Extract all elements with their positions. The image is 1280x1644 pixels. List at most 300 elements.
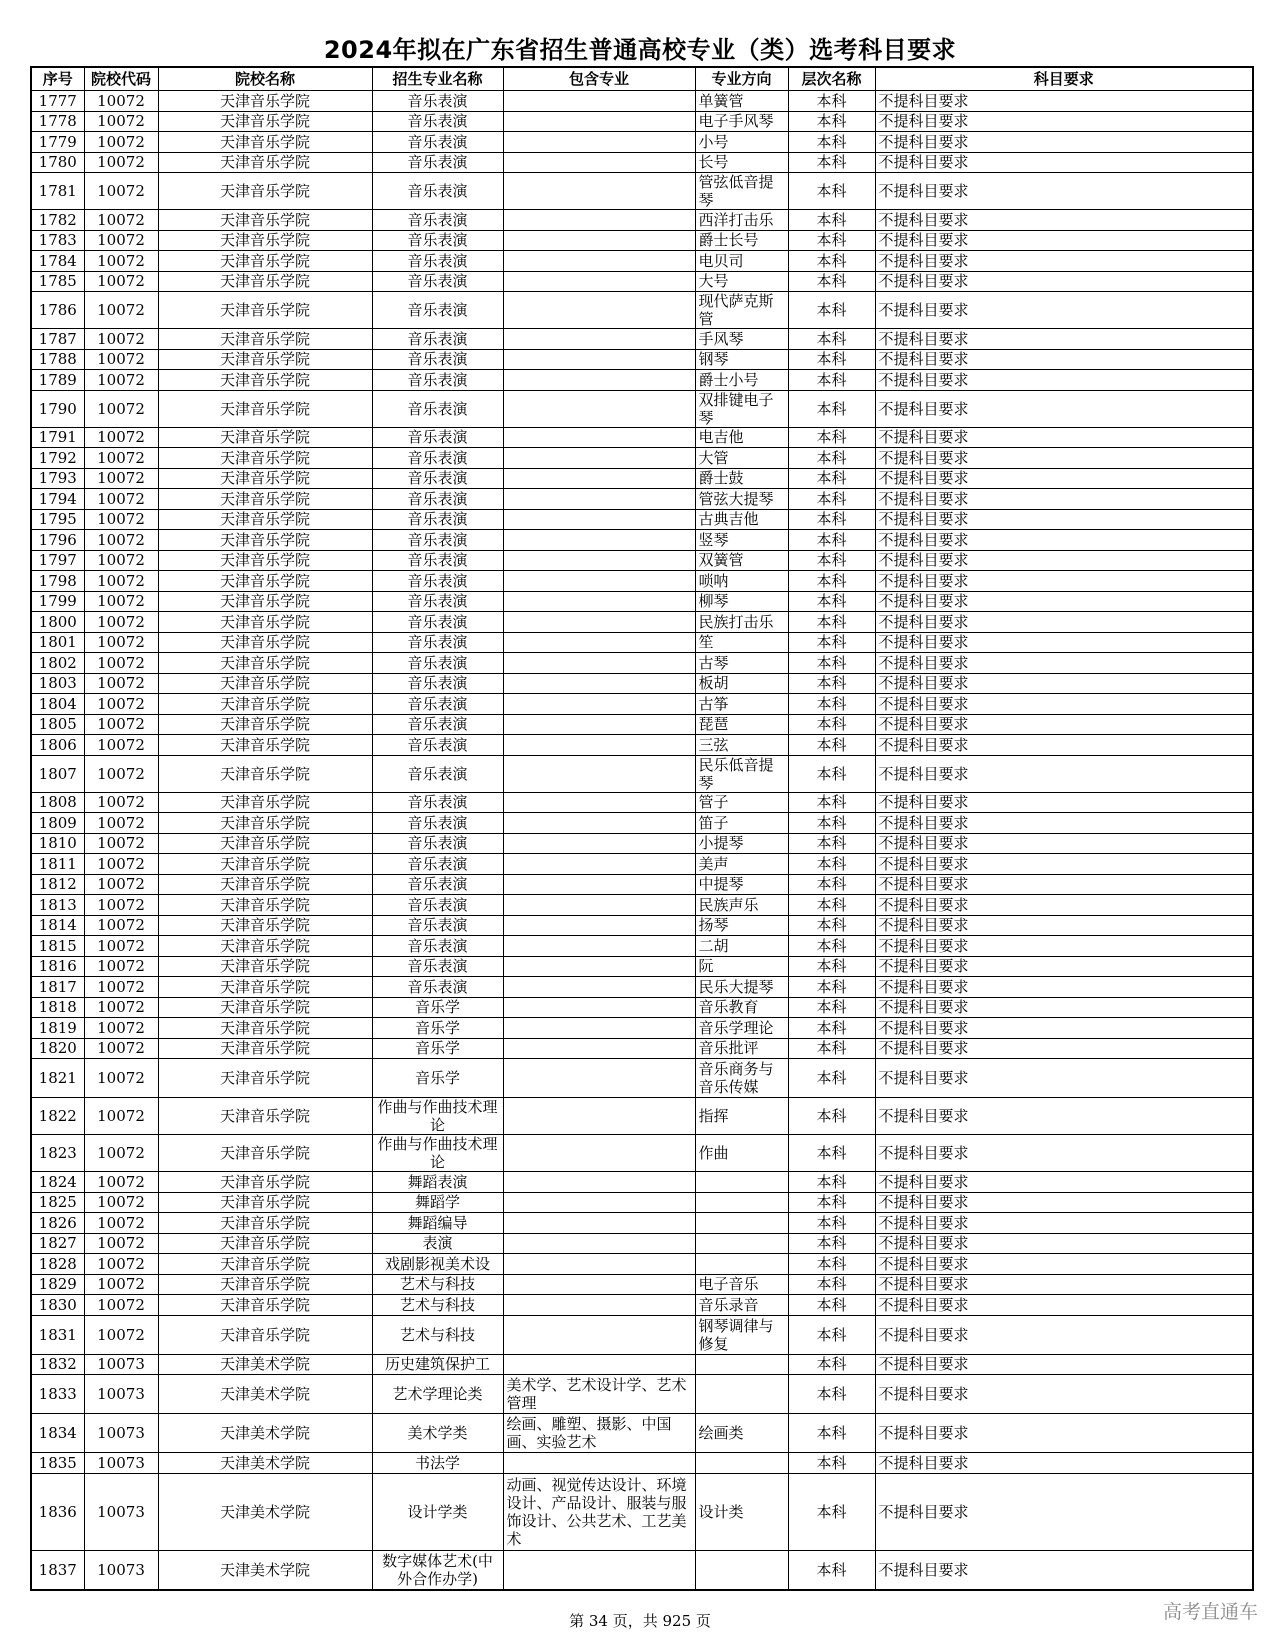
direction-cell [695,1213,788,1234]
school-name-cell: 天津音乐学院 [158,530,372,551]
header-col-major: 招生专业名称 [372,67,503,91]
seq-cell: 1833 [31,1375,84,1414]
included-majors-cell [503,1254,695,1275]
level-cell: 本科 [788,1295,875,1316]
requirement-cell: 不提科目要求 [875,1098,1253,1135]
school-name-cell: 天津音乐学院 [158,427,372,448]
table-row [31,550,1253,571]
direction-cell: 管子 [695,792,788,813]
direction-cell: 唢呐 [695,571,788,592]
major-cell: 音乐表演 [372,956,503,977]
major-cell: 音乐表演 [372,694,503,715]
seq-cell: 1802 [31,653,84,674]
school-code-cell: 10072 [84,813,158,834]
included-majors-cell [503,292,695,329]
level-cell: 本科 [788,997,875,1018]
school-name-cell: 天津音乐学院 [158,173,372,210]
direction-cell: 中提琴 [695,874,788,895]
included-majors-cell [503,489,695,510]
seq-cell: 1805 [31,714,84,735]
requirement-cell: 不提科目要求 [875,1473,1253,1550]
direction-cell: 音乐学理论 [695,1018,788,1039]
school-code-cell: 10072 [84,694,158,715]
table-row [31,854,1253,875]
included-majors-cell [503,91,695,112]
major-cell: 戏剧影视美术设 [372,1254,503,1275]
direction-cell: 小号 [695,132,788,153]
table-row [31,1038,1253,1059]
school-name-cell: 天津音乐学院 [158,632,372,653]
seq-cell: 1788 [31,349,84,370]
table-row [31,833,1253,854]
included-majors-cell [503,132,695,153]
major-cell: 音乐表演 [372,854,503,875]
direction-cell: 双排键电子琴 [695,390,788,427]
school-name-cell: 天津音乐学院 [158,591,372,612]
included-majors-cell [503,1274,695,1295]
seq-cell: 1817 [31,977,84,998]
school-name-cell: 天津音乐学院 [158,735,372,756]
requirement-cell: 不提科目要求 [875,673,1253,694]
included-majors-cell [503,1135,695,1172]
seq-cell: 1779 [31,132,84,153]
major-cell: 音乐表演 [372,251,503,272]
seq-cell: 1787 [31,329,84,350]
direction-cell: 民乐大提琴 [695,977,788,998]
table-row [31,210,1253,231]
school-code-cell: 10072 [84,489,158,510]
seq-cell: 1812 [31,874,84,895]
seq-cell: 1795 [31,509,84,530]
major-cell: 音乐表演 [372,977,503,998]
table-body [31,91,1253,1590]
major-cell: 音乐表演 [372,329,503,350]
included-majors-cell [503,1453,695,1474]
major-cell: 作曲与作曲技术理论 [372,1135,503,1172]
seq-cell: 1804 [31,694,84,715]
school-name-cell: 天津音乐学院 [158,895,372,916]
table-row [31,448,1253,469]
brand-label: 高考直通车 [1162,1601,1258,1623]
major-cell: 音乐表演 [372,571,503,592]
included-majors-cell [503,1233,695,1254]
table-row [31,509,1253,530]
level-cell: 本科 [788,571,875,592]
table-row [31,571,1253,592]
requirement-cell: 不提科目要求 [875,714,1253,735]
included-majors-cell [503,509,695,530]
requirement-cell: 不提科目要求 [875,1315,1253,1354]
requirement-cell: 不提科目要求 [875,612,1253,633]
school-code-cell: 10072 [84,874,158,895]
included-majors-cell [503,895,695,916]
level-cell: 本科 [788,132,875,153]
school-name-cell: 天津美术学院 [158,1375,372,1414]
school-name-cell: 天津音乐学院 [158,833,372,854]
school-code-cell: 10072 [84,1135,158,1172]
header-col-level: 层次名称 [788,67,875,91]
seq-cell: 1786 [31,292,84,329]
level-cell: 本科 [788,1213,875,1234]
seq-cell: 1827 [31,1233,84,1254]
table-row [31,91,1253,112]
school-name-cell: 天津音乐学院 [158,694,372,715]
direction-cell: 民乐低音提琴 [695,755,788,792]
school-code-cell: 10072 [84,111,158,132]
major-cell: 音乐表演 [372,653,503,674]
major-cell: 音乐表演 [372,612,503,633]
requirement-cell: 不提科目要求 [875,152,1253,173]
table-row [31,632,1253,653]
page-footer: 第 34 页，共 925 页 [569,1612,711,1630]
seq-cell: 1792 [31,448,84,469]
school-name-cell: 天津音乐学院 [158,874,372,895]
included-majors-cell [503,915,695,936]
requirement-cell: 不提科目要求 [875,1233,1253,1254]
level-cell: 本科 [788,550,875,571]
direction-cell: 管弦低音提琴 [695,173,788,210]
direction-cell: 音乐商务与音乐传媒 [695,1059,788,1098]
table-row [31,1098,1253,1135]
requirement-cell: 不提科目要求 [875,173,1253,210]
requirement-cell: 不提科目要求 [875,111,1253,132]
included-majors-cell: 美术学、艺术设计学、艺术管理 [503,1375,695,1414]
direction-cell: 音乐录音 [695,1295,788,1316]
school-code-cell: 10073 [84,1414,158,1453]
requirement-cell: 不提科目要求 [875,91,1253,112]
included-majors-cell [503,833,695,854]
direction-cell: 爵士小号 [695,370,788,391]
table-row [31,612,1253,633]
level-cell: 本科 [788,210,875,231]
seq-cell: 1830 [31,1295,84,1316]
included-majors-cell [503,1059,695,1098]
seq-cell: 1818 [31,997,84,1018]
school-code-cell: 10072 [84,1274,158,1295]
included-majors-cell [503,448,695,469]
level-cell: 本科 [788,349,875,370]
level-cell: 本科 [788,530,875,551]
direction-cell: 音乐教育 [695,997,788,1018]
included-majors-cell [503,1295,695,1316]
school-code-cell: 10072 [84,1192,158,1213]
major-cell: 艺术与科技 [372,1295,503,1316]
seq-cell: 1820 [31,1038,84,1059]
requirement-cell: 不提科目要求 [875,1254,1253,1275]
direction-cell: 手风琴 [695,329,788,350]
included-majors-cell [503,632,695,653]
seq-cell: 1808 [31,792,84,813]
school-code-cell: 10072 [84,792,158,813]
seq-cell: 1837 [31,1550,84,1590]
included-majors-cell [503,251,695,272]
requirement-cell: 不提科目要求 [875,694,1253,715]
seq-cell: 1785 [31,271,84,292]
table-row [31,673,1253,694]
level-cell: 本科 [788,714,875,735]
included-majors-cell [503,1098,695,1135]
table-row [31,251,1253,272]
major-cell: 音乐表演 [372,895,503,916]
seq-cell: 1803 [31,673,84,694]
major-cell: 历史建筑保护工 [372,1354,503,1375]
major-cell: 舞蹈学 [372,1192,503,1213]
seq-cell: 1782 [31,210,84,231]
direction-cell [695,1233,788,1254]
direction-cell: 笛子 [695,813,788,834]
direction-cell: 爵士鼓 [695,468,788,489]
seq-cell: 1815 [31,936,84,957]
included-majors-cell [503,571,695,592]
requirement-cell: 不提科目要求 [875,1453,1253,1474]
included-majors-cell [503,1172,695,1193]
level-cell: 本科 [788,915,875,936]
direction-cell: 古筝 [695,694,788,715]
table-row [31,997,1253,1018]
table-row [31,349,1253,370]
table-row [31,1274,1253,1295]
requirements-table [30,66,1254,1591]
major-cell: 数字媒体艺术(中外合作办学) [372,1550,503,1590]
table-row [31,173,1253,210]
level-cell: 本科 [788,591,875,612]
school-code-cell: 10072 [84,895,158,916]
requirement-cell: 不提科目要求 [875,251,1253,272]
school-name-cell: 天津音乐学院 [158,210,372,231]
school-name-cell: 天津美术学院 [158,1453,372,1474]
level-cell: 本科 [788,1414,875,1453]
school-name-cell: 天津音乐学院 [158,915,372,936]
direction-cell: 单簧管 [695,91,788,112]
major-cell: 舞蹈编导 [372,1213,503,1234]
requirement-cell: 不提科目要求 [875,813,1253,834]
included-majors-cell [503,653,695,674]
requirement-cell: 不提科目要求 [875,915,1253,936]
school-name-cell: 天津音乐学院 [158,230,372,251]
included-majors-cell [503,1038,695,1059]
requirement-cell: 不提科目要求 [875,349,1253,370]
direction-cell: 绘画类 [695,1414,788,1453]
major-cell: 音乐表演 [372,915,503,936]
major-cell: 音乐表演 [372,292,503,329]
school-name-cell: 天津音乐学院 [158,1172,372,1193]
table-row [31,292,1253,329]
table-row [31,370,1253,391]
seq-cell: 1832 [31,1354,84,1375]
direction-cell: 大管 [695,448,788,469]
seq-cell: 1836 [31,1473,84,1550]
included-majors-cell [503,673,695,694]
school-code-cell: 10072 [84,673,158,694]
direction-cell: 柳琴 [695,591,788,612]
school-name-cell: 天津音乐学院 [158,1192,372,1213]
seq-cell: 1784 [31,251,84,272]
included-majors-cell [503,1315,695,1354]
school-name-cell: 天津音乐学院 [158,1018,372,1039]
direction-cell: 阮 [695,956,788,977]
level-cell: 本科 [788,1315,875,1354]
direction-cell: 钢琴 [695,349,788,370]
level-cell: 本科 [788,509,875,530]
school-code-cell: 10072 [84,349,158,370]
included-majors-cell [503,813,695,834]
table-row [31,427,1253,448]
school-code-cell: 10072 [84,833,158,854]
table-row [31,755,1253,792]
level-cell: 本科 [788,1354,875,1375]
level-cell: 本科 [788,874,875,895]
major-cell: 音乐表演 [372,591,503,612]
level-cell: 本科 [788,1172,875,1193]
requirement-cell: 不提科目要求 [875,530,1253,551]
level-cell: 本科 [788,271,875,292]
seq-cell: 1828 [31,1254,84,1275]
school-name-cell: 天津音乐学院 [158,977,372,998]
major-cell: 美术学类 [372,1414,503,1453]
table-row [31,390,1253,427]
table-row [31,132,1253,153]
table-row [31,1192,1253,1213]
requirement-cell: 不提科目要求 [875,1172,1253,1193]
included-majors-cell [503,1018,695,1039]
major-cell: 音乐学 [372,1018,503,1039]
table-row [31,329,1253,350]
seq-cell: 1806 [31,735,84,756]
requirement-cell: 不提科目要求 [875,550,1253,571]
major-cell: 设计学类 [372,1473,503,1550]
included-majors-cell: 动画、视觉传达设计、环境设计、产品设计、服装与服饰设计、公共艺术、工艺美术 [503,1473,695,1550]
level-cell: 本科 [788,152,875,173]
level-cell: 本科 [788,251,875,272]
table-row [31,591,1253,612]
school-code-cell: 10072 [84,956,158,977]
school-code-cell: 10072 [84,173,158,210]
school-code-cell: 10072 [84,915,158,936]
requirement-cell: 不提科目要求 [875,1375,1253,1414]
level-cell: 本科 [788,977,875,998]
direction-cell: 西洋打击乐 [695,210,788,231]
level-cell: 本科 [788,390,875,427]
table-row [31,230,1253,251]
school-code-cell: 10072 [84,653,158,674]
seq-cell: 1778 [31,111,84,132]
included-majors-cell [503,230,695,251]
level-cell: 本科 [788,468,875,489]
seq-cell: 1816 [31,956,84,977]
table-row [31,271,1253,292]
school-code-cell: 10072 [84,230,158,251]
school-name-cell: 天津音乐学院 [158,1098,372,1135]
school-name-cell: 天津音乐学院 [158,1213,372,1234]
direction-cell: 美声 [695,854,788,875]
table-row [31,530,1253,551]
seq-cell: 1811 [31,854,84,875]
seq-cell: 1791 [31,427,84,448]
school-name-cell: 天津音乐学院 [158,571,372,592]
level-cell: 本科 [788,792,875,813]
direction-cell: 古典吉他 [695,509,788,530]
table-row [31,735,1253,756]
direction-cell: 三弦 [695,735,788,756]
included-majors-cell [503,591,695,612]
major-cell: 艺术与科技 [372,1315,503,1354]
school-code-cell: 10072 [84,571,158,592]
school-code-cell: 10072 [84,390,158,427]
school-code-cell: 10073 [84,1473,158,1550]
level-cell: 本科 [788,653,875,674]
direction-cell: 长号 [695,152,788,173]
seq-cell: 1793 [31,468,84,489]
included-majors-cell [503,936,695,957]
major-cell: 音乐表演 [372,349,503,370]
school-name-cell: 天津美术学院 [158,1550,372,1590]
direction-cell: 音乐批评 [695,1038,788,1059]
major-cell: 音乐表演 [372,735,503,756]
seq-cell: 1796 [31,530,84,551]
major-cell: 音乐表演 [372,132,503,153]
major-cell: 音乐学 [372,1038,503,1059]
direction-cell: 古琴 [695,653,788,674]
major-cell: 音乐表演 [372,673,503,694]
school-code-cell: 10072 [84,448,158,469]
table-row [31,1135,1253,1172]
major-cell: 音乐表演 [372,390,503,427]
included-majors-cell [503,530,695,551]
school-name-cell: 天津音乐学院 [158,468,372,489]
school-code-cell: 10072 [84,1213,158,1234]
seq-cell: 1781 [31,173,84,210]
level-cell: 本科 [788,489,875,510]
level-cell: 本科 [788,173,875,210]
school-code-cell: 10073 [84,1550,158,1590]
major-cell: 音乐表演 [372,230,503,251]
school-code-cell: 10072 [84,370,158,391]
requirement-cell: 不提科目要求 [875,936,1253,957]
table-row [31,1018,1253,1039]
school-code-cell: 10072 [84,735,158,756]
table-row [31,1213,1253,1234]
major-cell: 音乐表演 [372,632,503,653]
seq-cell: 1826 [31,1213,84,1234]
direction-cell: 民族声乐 [695,895,788,916]
included-majors-cell [503,468,695,489]
school-name-cell: 天津音乐学院 [158,956,372,977]
school-code-cell: 10072 [84,1254,158,1275]
level-cell: 本科 [788,673,875,694]
level-cell: 本科 [788,936,875,957]
direction-cell [695,1172,788,1193]
school-name-cell: 天津音乐学院 [158,1274,372,1295]
direction-cell: 双簧管 [695,550,788,571]
requirement-cell: 不提科目要求 [875,390,1253,427]
direction-cell [695,1375,788,1414]
seq-cell: 1813 [31,895,84,916]
school-name-cell: 天津音乐学院 [158,997,372,1018]
included-majors-cell [503,874,695,895]
seq-cell: 1790 [31,390,84,427]
header-col-included: 包含专业 [503,67,695,91]
major-cell: 音乐表演 [372,468,503,489]
header-col-seq: 序号 [31,67,84,91]
school-name-cell: 天津音乐学院 [158,1295,372,1316]
included-majors-cell [503,956,695,977]
table-row [31,111,1253,132]
included-majors-cell [503,977,695,998]
school-name-cell: 天津音乐学院 [158,1038,372,1059]
school-name-cell: 天津音乐学院 [158,251,372,272]
table-row [31,1254,1253,1275]
major-cell: 作曲与作曲技术理论 [372,1098,503,1135]
